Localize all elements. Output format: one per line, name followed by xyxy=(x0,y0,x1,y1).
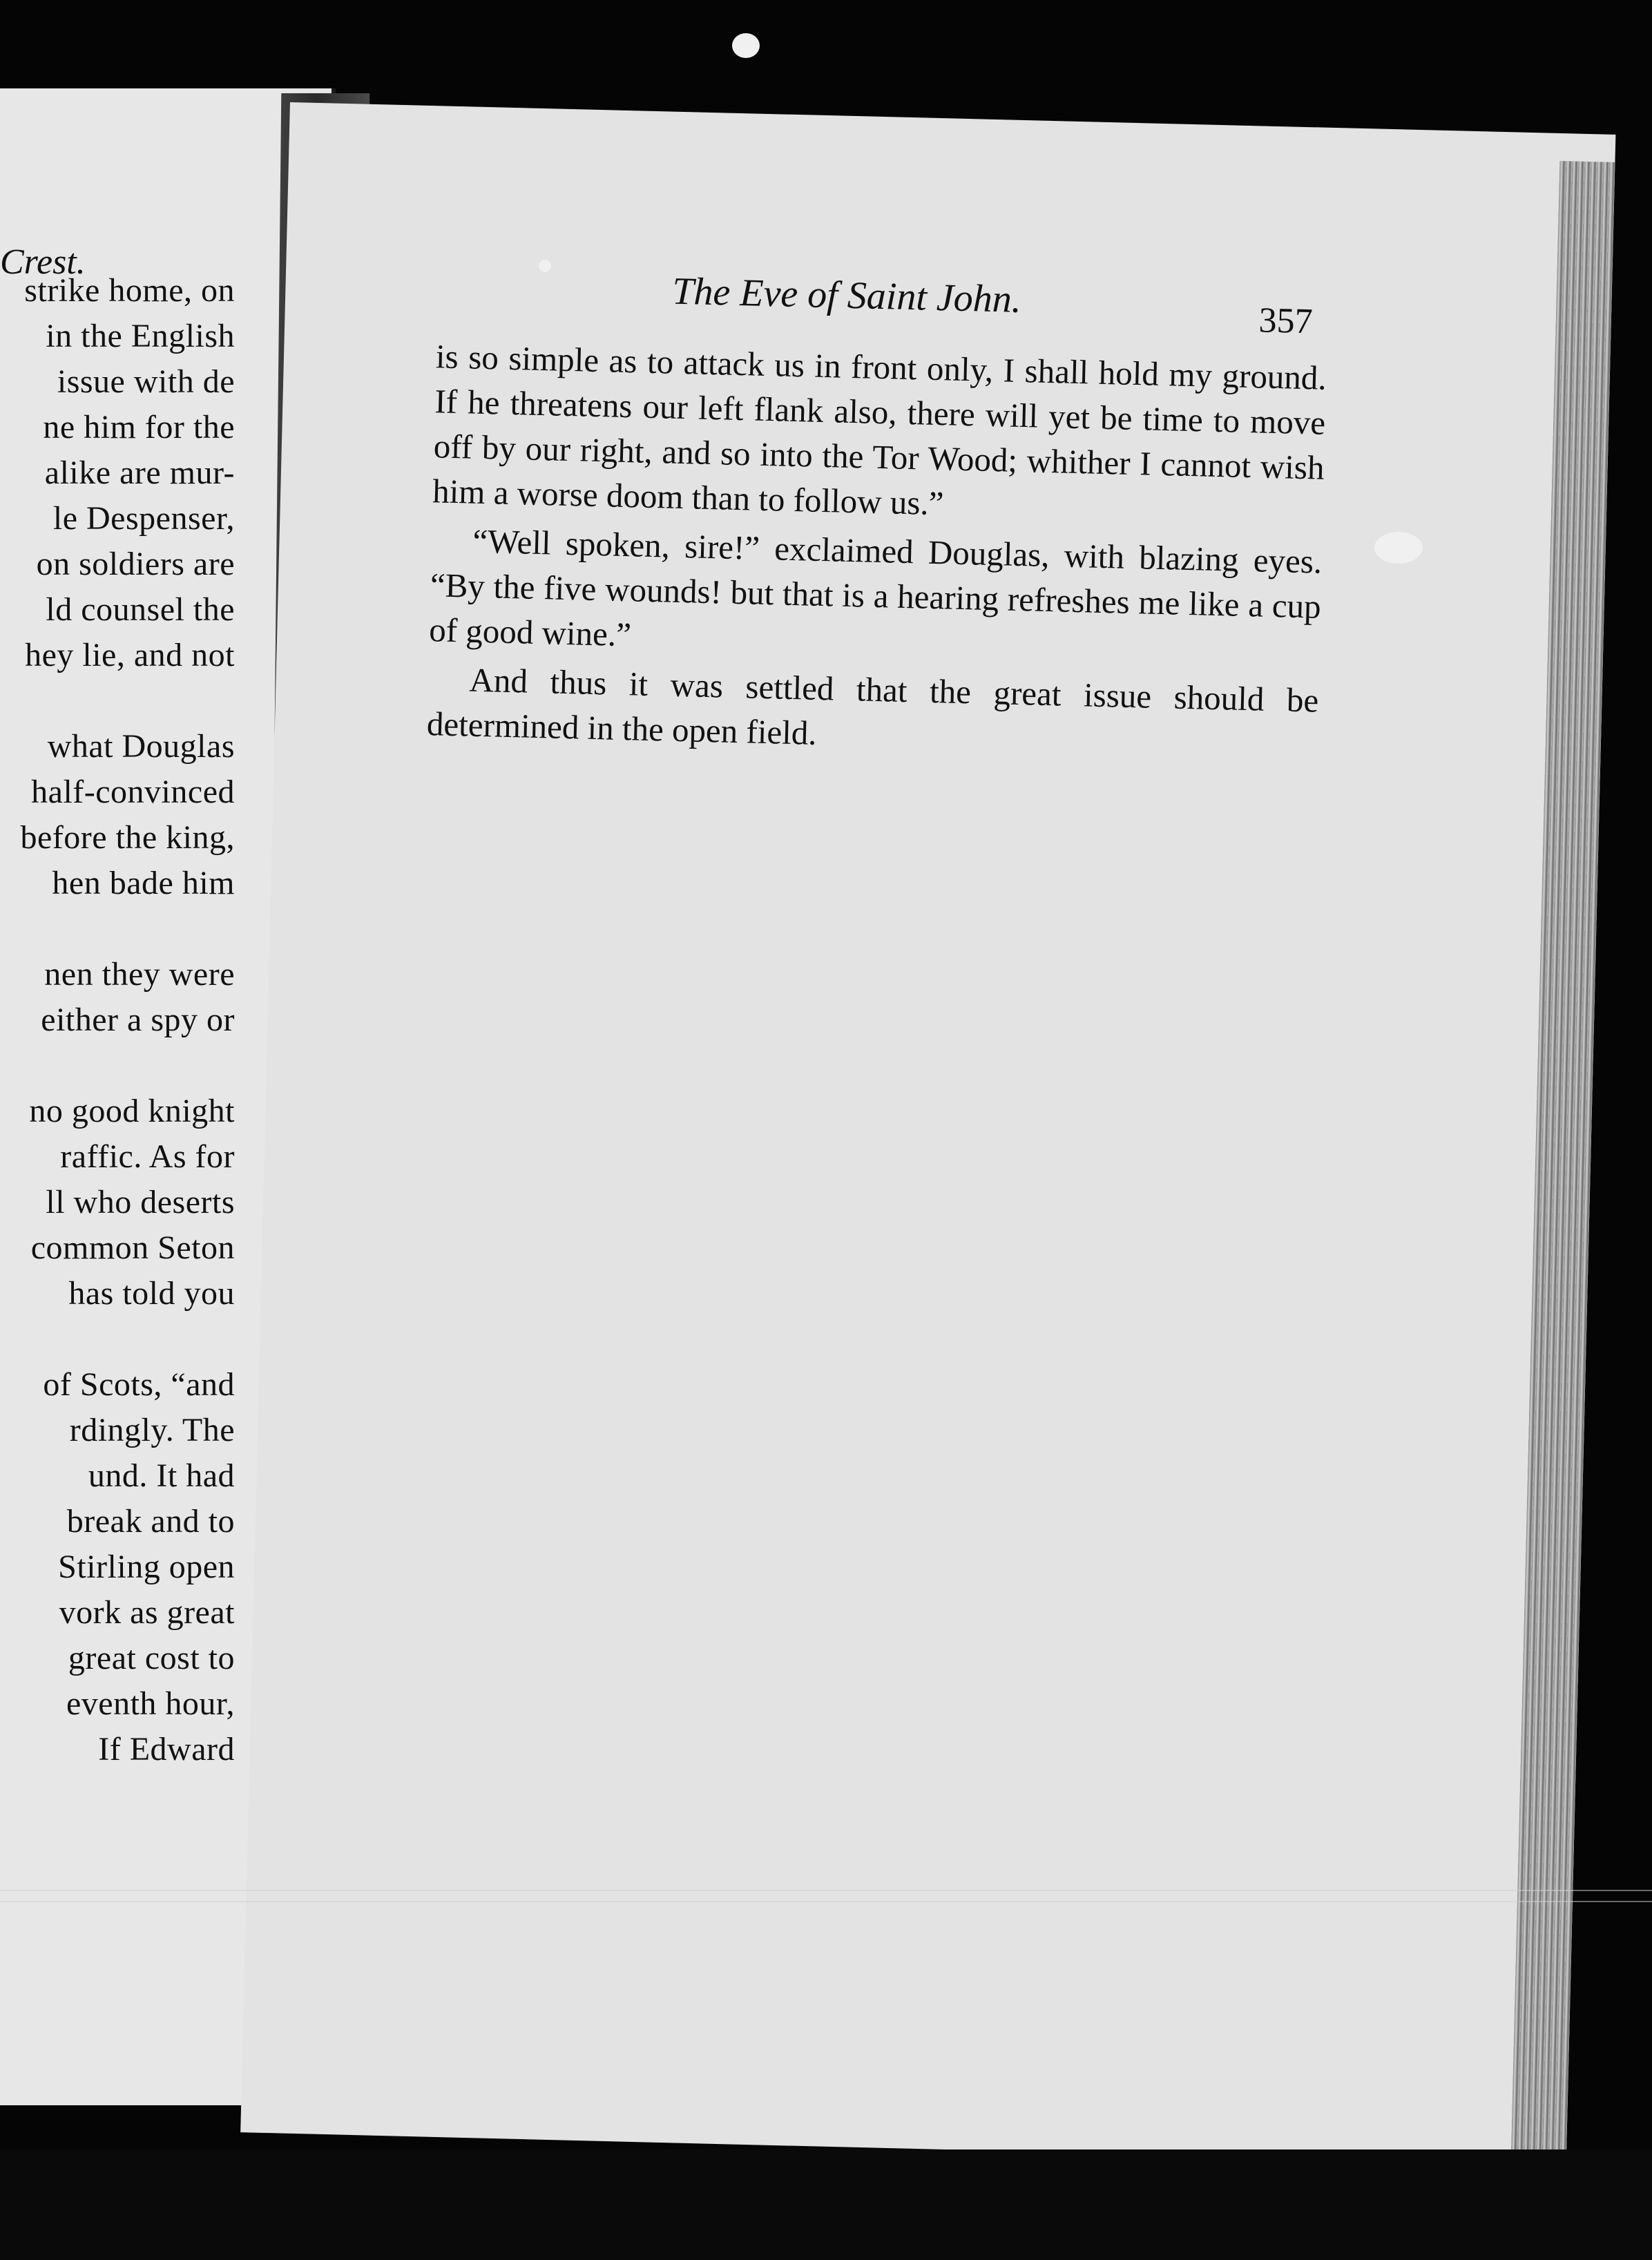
left-page-line: hey lie, and not xyxy=(25,637,235,673)
left-running-head: Crest. xyxy=(0,242,86,282)
left-page-line: on soldiers are xyxy=(36,546,235,582)
left-page-line: nen they were xyxy=(44,956,235,993)
left-page-line xyxy=(0,1043,235,1089)
scan-bottom-margin xyxy=(0,2149,1652,2260)
left-page-line: ld counsel the xyxy=(46,591,235,628)
left-page-line: If Edward xyxy=(98,1731,235,1768)
left-page-text xyxy=(0,268,235,1772)
left-page-line: has told you xyxy=(68,1275,235,1312)
left-page-line: strike home, on xyxy=(24,272,235,309)
left-page-line: great cost to xyxy=(68,1640,235,1676)
running-head: The Eve of Saint John. xyxy=(671,269,1022,321)
scan-speck xyxy=(732,33,760,58)
left-page-line: le Despenser, xyxy=(52,500,235,537)
left-page-line: before the king, xyxy=(20,819,235,856)
scan-speck xyxy=(1374,532,1423,564)
left-page-line: ne him for the xyxy=(43,409,235,446)
left-page-line: rdingly. The xyxy=(69,1412,235,1448)
left-page-line: break and to xyxy=(66,1503,235,1540)
left-page-line: vork as great xyxy=(59,1594,235,1631)
right-page xyxy=(240,102,1615,2165)
left-page-line: either a spy or xyxy=(41,1002,235,1038)
paragraph: is so simple as to attack us in front only, I shall hold my ground. If he threatens our left flank also, there will yet be time to move off by our right, and so into the Tor Wood; whither I cannot wish him a worse doom than to follow us.” xyxy=(432,337,1327,523)
left-page-line: alike are mur- xyxy=(44,454,235,491)
left-page-line: half-convinced xyxy=(31,774,235,810)
left-page-line: no good knight xyxy=(29,1093,235,1129)
paragraph: And thus it was settled that the great issue should be determined in the open field. xyxy=(426,660,1319,752)
left-page-line: of Scots, “and xyxy=(43,1366,235,1403)
left-page-line: eventh hour, xyxy=(66,1685,235,1722)
page-number: 357 xyxy=(1258,300,1314,342)
scan-line xyxy=(0,1901,1652,1902)
left-page-line: ll who deserts xyxy=(46,1184,235,1220)
left-page-line: Stirling open xyxy=(58,1549,235,1585)
left-page-line xyxy=(0,1316,235,1362)
scan-line xyxy=(0,1890,1652,1891)
left-page-line: und. It had xyxy=(88,1457,235,1494)
page-edge xyxy=(1511,161,1615,2165)
left-page-line: hen bade him xyxy=(52,865,235,901)
left-page-line xyxy=(0,906,235,952)
left-page-line: issue with de xyxy=(57,363,235,400)
left-page-line xyxy=(0,678,235,724)
left-page-line: common Seton xyxy=(30,1229,235,1266)
left-page-line: raffic. As for xyxy=(60,1138,235,1175)
body-text xyxy=(426,334,1327,772)
scan-speck xyxy=(539,260,551,272)
left-page-line: what Douglas xyxy=(47,728,235,765)
paragraph: “Well spoken, sire!” exclaimed Douglas, with blazing eyes. “By the five wounds! but that is a hearing refreshes me like a cup of good wine.” xyxy=(428,521,1323,654)
left-page-line: in the English xyxy=(46,318,235,354)
